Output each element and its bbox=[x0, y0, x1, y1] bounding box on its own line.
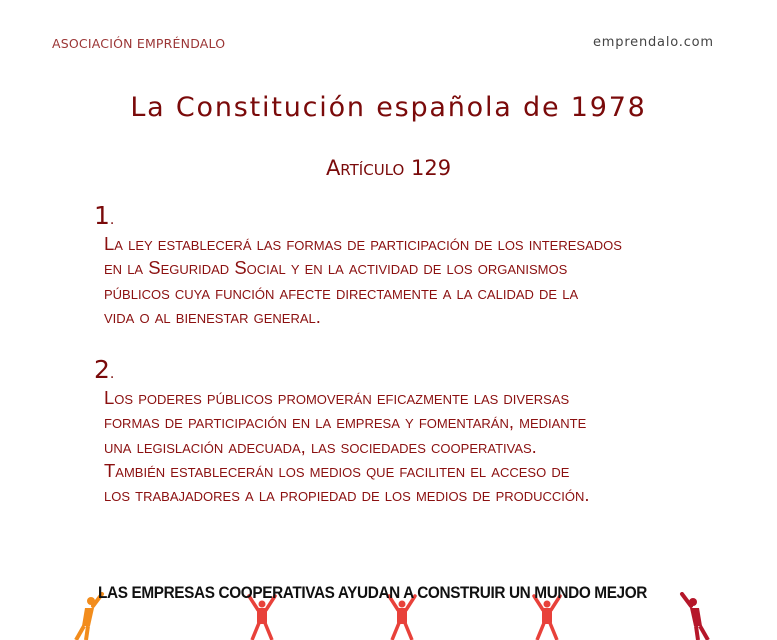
section-2-number: 2. bbox=[94, 355, 115, 384]
section-number: 2 bbox=[94, 355, 110, 384]
text-line: los trabajadores a la propiedad de los medios de producción. bbox=[104, 484, 590, 506]
website-link[interactable]: emprendalo.com bbox=[593, 35, 714, 50]
person-pushing-icon bbox=[678, 592, 718, 640]
text-line: vida o al bienestar general. bbox=[104, 305, 321, 327]
section-1-number: 1. bbox=[94, 201, 115, 230]
section-number: 1 bbox=[94, 201, 110, 230]
text-line: formas de participación en la empresa y fomentarán, mediante bbox=[104, 411, 587, 433]
text-line: públicos cuya función afecte directamente a la calidad de la bbox=[104, 281, 579, 303]
banner-text: LAS EMPRESAS COOPERATIVAS AYUDAN A CONSTRUIR UN MUNDO MEJOR bbox=[98, 584, 647, 602]
org-name: ASOCIACIÓN EMPRÉNDALO bbox=[52, 36, 226, 51]
text-line: en la Seguridad Social y en la actividad de los organismos bbox=[104, 257, 568, 279]
article-heading: Artículo 129 bbox=[325, 156, 452, 180]
text-line: También establecerán los medios que faciliten el acceso de bbox=[104, 459, 570, 481]
page-title: La Constitución española de 1978 bbox=[130, 92, 647, 123]
section-1-text bbox=[104, 232, 744, 329]
text-line: una legislación adecuada, las sociedades cooperativas. bbox=[104, 435, 537, 457]
text-line: La ley establecerá las formas de participación de los interesados bbox=[104, 233, 622, 254]
text-line: Los poderes públicos promoverán eficazmente las diversas bbox=[104, 387, 570, 408]
section-2-text bbox=[104, 386, 744, 507]
